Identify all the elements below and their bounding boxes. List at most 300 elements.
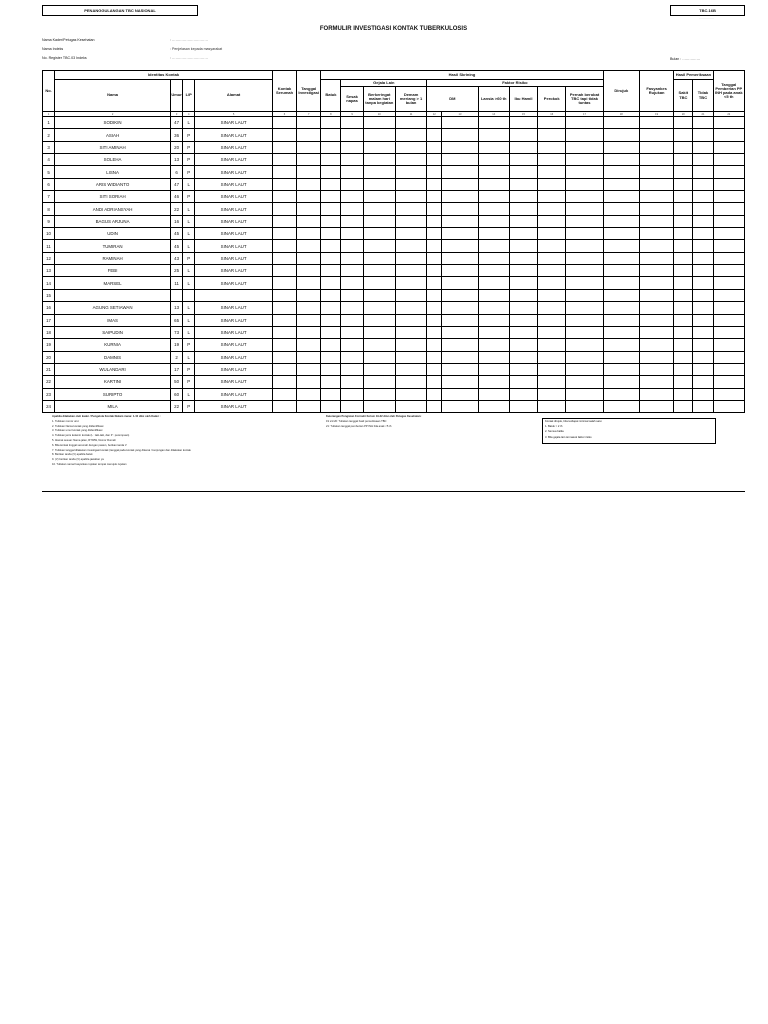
empty-cell[interactable] xyxy=(566,388,603,400)
empty-cell[interactable] xyxy=(713,265,744,277)
empty-cell[interactable] xyxy=(442,376,478,388)
empty-cell[interactable] xyxy=(478,265,509,277)
empty-cell[interactable] xyxy=(603,203,639,215)
empty-cell[interactable] xyxy=(538,351,566,363)
empty-cell[interactable] xyxy=(321,302,341,314)
empty-cell[interactable] xyxy=(272,129,296,141)
empty-cell[interactable] xyxy=(713,289,744,301)
empty-cell[interactable] xyxy=(442,215,478,227)
empty-cell[interactable] xyxy=(272,215,296,227)
empty-cell[interactable] xyxy=(509,388,537,400)
empty-cell[interactable] xyxy=(341,228,363,240)
empty-cell[interactable] xyxy=(693,154,713,166)
empty-cell[interactable] xyxy=(713,326,744,338)
empty-cell[interactable] xyxy=(272,228,296,240)
empty-cell[interactable] xyxy=(538,376,566,388)
empty-cell[interactable] xyxy=(713,117,744,129)
empty-cell[interactable] xyxy=(427,277,442,289)
empty-cell[interactable] xyxy=(297,326,321,338)
empty-cell[interactable] xyxy=(297,339,321,351)
empty-cell[interactable] xyxy=(603,215,639,227)
empty-cell[interactable] xyxy=(713,363,744,375)
empty-cell[interactable] xyxy=(674,154,693,166)
empty-cell[interactable] xyxy=(478,302,509,314)
empty-cell[interactable] xyxy=(363,154,395,166)
empty-cell[interactable] xyxy=(363,289,395,301)
empty-cell[interactable] xyxy=(509,215,537,227)
empty-cell[interactable] xyxy=(272,400,296,412)
empty-cell[interactable] xyxy=(341,178,363,190)
empty-cell[interactable] xyxy=(363,326,395,338)
empty-cell[interactable] xyxy=(713,252,744,264)
empty-cell[interactable] xyxy=(321,400,341,412)
empty-cell[interactable] xyxy=(674,289,693,301)
empty-cell[interactable] xyxy=(341,376,363,388)
empty-cell[interactable] xyxy=(639,166,673,178)
empty-cell[interactable] xyxy=(713,129,744,141)
empty-cell[interactable] xyxy=(321,215,341,227)
empty-cell[interactable] xyxy=(321,339,341,351)
empty-cell[interactable] xyxy=(509,302,537,314)
empty-cell[interactable] xyxy=(442,228,478,240)
empty-cell[interactable] xyxy=(321,191,341,203)
empty-cell[interactable] xyxy=(538,154,566,166)
empty-cell[interactable] xyxy=(639,277,673,289)
empty-cell[interactable] xyxy=(478,240,509,252)
empty-cell[interactable] xyxy=(674,252,693,264)
empty-cell[interactable] xyxy=(674,351,693,363)
empty-cell[interactable] xyxy=(442,400,478,412)
empty-cell[interactable] xyxy=(321,376,341,388)
empty-cell[interactable] xyxy=(442,277,478,289)
empty-cell[interactable] xyxy=(272,178,296,190)
empty-cell[interactable] xyxy=(427,117,442,129)
empty-cell[interactable] xyxy=(713,191,744,203)
empty-cell[interactable] xyxy=(442,302,478,314)
empty-cell[interactable] xyxy=(272,265,296,277)
empty-cell[interactable] xyxy=(297,228,321,240)
empty-cell[interactable] xyxy=(272,141,296,153)
empty-cell[interactable] xyxy=(363,166,395,178)
empty-cell[interactable] xyxy=(341,166,363,178)
empty-cell[interactable] xyxy=(478,289,509,301)
empty-cell[interactable] xyxy=(674,314,693,326)
empty-cell[interactable] xyxy=(297,252,321,264)
empty-cell[interactable] xyxy=(538,252,566,264)
empty-cell[interactable] xyxy=(297,203,321,215)
empty-cell[interactable] xyxy=(509,141,537,153)
empty-cell[interactable] xyxy=(674,265,693,277)
empty-cell[interactable] xyxy=(321,166,341,178)
empty-cell[interactable] xyxy=(674,302,693,314)
empty-cell[interactable] xyxy=(321,265,341,277)
empty-cell[interactable] xyxy=(693,178,713,190)
empty-cell[interactable] xyxy=(363,129,395,141)
empty-cell[interactable] xyxy=(321,289,341,301)
empty-cell[interactable] xyxy=(693,302,713,314)
empty-cell[interactable] xyxy=(509,154,537,166)
empty-cell[interactable] xyxy=(674,178,693,190)
empty-cell[interactable] xyxy=(427,228,442,240)
empty-cell[interactable] xyxy=(395,400,426,412)
empty-cell[interactable] xyxy=(442,265,478,277)
empty-cell[interactable] xyxy=(713,215,744,227)
empty-cell[interactable] xyxy=(639,339,673,351)
meta-value[interactable]: : ………………………… xyxy=(170,38,208,42)
empty-cell[interactable] xyxy=(566,277,603,289)
empty-cell[interactable] xyxy=(713,203,744,215)
empty-cell[interactable] xyxy=(713,400,744,412)
empty-cell[interactable] xyxy=(639,326,673,338)
empty-cell[interactable] xyxy=(639,302,673,314)
empty-cell[interactable] xyxy=(442,289,478,301)
empty-cell[interactable] xyxy=(341,203,363,215)
empty-cell[interactable] xyxy=(693,351,713,363)
empty-cell[interactable] xyxy=(478,252,509,264)
empty-cell[interactable] xyxy=(693,326,713,338)
empty-cell[interactable] xyxy=(566,191,603,203)
empty-cell[interactable] xyxy=(566,326,603,338)
empty-cell[interactable] xyxy=(566,178,603,190)
empty-cell[interactable] xyxy=(639,351,673,363)
empty-cell[interactable] xyxy=(321,228,341,240)
empty-cell[interactable] xyxy=(603,117,639,129)
empty-cell[interactable] xyxy=(509,191,537,203)
empty-cell[interactable] xyxy=(272,166,296,178)
empty-cell[interactable] xyxy=(395,277,426,289)
empty-cell[interactable] xyxy=(509,326,537,338)
empty-cell[interactable] xyxy=(272,302,296,314)
empty-cell[interactable] xyxy=(395,363,426,375)
empty-cell[interactable] xyxy=(442,351,478,363)
empty-cell[interactable] xyxy=(639,228,673,240)
empty-cell[interactable] xyxy=(566,314,603,326)
empty-cell[interactable] xyxy=(538,265,566,277)
empty-cell[interactable] xyxy=(341,326,363,338)
empty-cell[interactable] xyxy=(639,178,673,190)
empty-cell[interactable] xyxy=(478,154,509,166)
empty-cell[interactable] xyxy=(713,351,744,363)
empty-cell[interactable] xyxy=(297,277,321,289)
empty-cell[interactable] xyxy=(341,240,363,252)
meta-value[interactable]: : Penjelasan kepada masyarakat xyxy=(170,47,223,51)
empty-cell[interactable] xyxy=(603,154,639,166)
empty-cell[interactable] xyxy=(363,388,395,400)
empty-cell[interactable] xyxy=(674,339,693,351)
empty-cell[interactable] xyxy=(674,240,693,252)
empty-cell[interactable] xyxy=(297,314,321,326)
empty-cell[interactable] xyxy=(509,289,537,301)
empty-cell[interactable] xyxy=(478,178,509,190)
empty-cell[interactable] xyxy=(674,166,693,178)
empty-cell[interactable] xyxy=(395,376,426,388)
empty-cell[interactable] xyxy=(395,178,426,190)
empty-cell[interactable] xyxy=(341,339,363,351)
empty-cell[interactable] xyxy=(272,326,296,338)
empty-cell[interactable] xyxy=(272,289,296,301)
empty-cell[interactable] xyxy=(603,388,639,400)
empty-cell[interactable] xyxy=(297,363,321,375)
empty-cell[interactable] xyxy=(693,215,713,227)
empty-cell[interactable] xyxy=(321,351,341,363)
empty-cell[interactable] xyxy=(566,166,603,178)
empty-cell[interactable] xyxy=(341,215,363,227)
empty-cell[interactable] xyxy=(427,376,442,388)
empty-cell[interactable] xyxy=(395,203,426,215)
empty-cell[interactable] xyxy=(538,302,566,314)
empty-cell[interactable] xyxy=(478,326,509,338)
empty-cell[interactable] xyxy=(603,314,639,326)
empty-cell[interactable] xyxy=(566,215,603,227)
empty-cell[interactable] xyxy=(603,240,639,252)
empty-cell[interactable] xyxy=(272,277,296,289)
empty-cell[interactable] xyxy=(272,117,296,129)
empty-cell[interactable] xyxy=(693,400,713,412)
empty-cell[interactable] xyxy=(693,141,713,153)
empty-cell[interactable] xyxy=(538,166,566,178)
empty-cell[interactable] xyxy=(566,252,603,264)
empty-cell[interactable] xyxy=(566,339,603,351)
empty-cell[interactable] xyxy=(321,203,341,215)
empty-cell[interactable] xyxy=(395,326,426,338)
empty-cell[interactable] xyxy=(693,117,713,129)
empty-cell[interactable] xyxy=(363,400,395,412)
empty-cell[interactable] xyxy=(272,154,296,166)
empty-cell[interactable] xyxy=(603,178,639,190)
empty-cell[interactable] xyxy=(297,178,321,190)
empty-cell[interactable] xyxy=(341,117,363,129)
empty-cell[interactable] xyxy=(693,388,713,400)
empty-cell[interactable] xyxy=(321,326,341,338)
empty-cell[interactable] xyxy=(272,191,296,203)
empty-cell[interactable] xyxy=(478,117,509,129)
empty-cell[interactable] xyxy=(442,252,478,264)
empty-cell[interactable] xyxy=(297,388,321,400)
empty-cell[interactable] xyxy=(427,203,442,215)
empty-cell[interactable] xyxy=(478,203,509,215)
empty-cell[interactable] xyxy=(395,129,426,141)
empty-cell[interactable] xyxy=(674,363,693,375)
empty-cell[interactable] xyxy=(321,252,341,264)
empty-cell[interactable] xyxy=(478,166,509,178)
empty-cell[interactable] xyxy=(427,265,442,277)
empty-cell[interactable] xyxy=(321,363,341,375)
empty-cell[interactable] xyxy=(674,326,693,338)
empty-cell[interactable] xyxy=(297,400,321,412)
empty-cell[interactable] xyxy=(603,277,639,289)
empty-cell[interactable] xyxy=(538,363,566,375)
empty-cell[interactable] xyxy=(674,376,693,388)
empty-cell[interactable] xyxy=(478,141,509,153)
empty-cell[interactable] xyxy=(509,252,537,264)
empty-cell[interactable] xyxy=(341,302,363,314)
empty-cell[interactable] xyxy=(297,240,321,252)
empty-cell[interactable] xyxy=(674,228,693,240)
empty-cell[interactable] xyxy=(363,265,395,277)
empty-cell[interactable] xyxy=(427,363,442,375)
empty-cell[interactable] xyxy=(639,117,673,129)
empty-cell[interactable] xyxy=(566,400,603,412)
empty-cell[interactable] xyxy=(603,252,639,264)
empty-cell[interactable] xyxy=(427,141,442,153)
empty-cell[interactable] xyxy=(478,215,509,227)
empty-cell[interactable] xyxy=(442,240,478,252)
empty-cell[interactable] xyxy=(693,277,713,289)
empty-cell[interactable] xyxy=(442,363,478,375)
empty-cell[interactable] xyxy=(509,314,537,326)
empty-cell[interactable] xyxy=(713,228,744,240)
empty-cell[interactable] xyxy=(427,326,442,338)
empty-cell[interactable] xyxy=(538,400,566,412)
empty-cell[interactable] xyxy=(693,203,713,215)
empty-cell[interactable] xyxy=(478,129,509,141)
empty-cell[interactable] xyxy=(538,277,566,289)
empty-cell[interactable] xyxy=(395,228,426,240)
empty-cell[interactable] xyxy=(693,314,713,326)
empty-cell[interactable] xyxy=(639,388,673,400)
empty-cell[interactable] xyxy=(713,277,744,289)
empty-cell[interactable] xyxy=(566,302,603,314)
empty-cell[interactable] xyxy=(566,240,603,252)
empty-cell[interactable] xyxy=(363,215,395,227)
empty-cell[interactable] xyxy=(713,154,744,166)
empty-cell[interactable] xyxy=(603,289,639,301)
empty-cell[interactable] xyxy=(427,252,442,264)
empty-cell[interactable] xyxy=(363,376,395,388)
empty-cell[interactable] xyxy=(509,240,537,252)
empty-cell[interactable] xyxy=(478,400,509,412)
empty-cell[interactable] xyxy=(693,166,713,178)
empty-cell[interactable] xyxy=(538,215,566,227)
empty-cell[interactable] xyxy=(341,129,363,141)
empty-cell[interactable] xyxy=(297,265,321,277)
empty-cell[interactable] xyxy=(603,141,639,153)
empty-cell[interactable] xyxy=(297,289,321,301)
empty-cell[interactable] xyxy=(693,252,713,264)
empty-cell[interactable] xyxy=(713,141,744,153)
empty-cell[interactable] xyxy=(427,154,442,166)
empty-cell[interactable] xyxy=(363,117,395,129)
empty-cell[interactable] xyxy=(713,388,744,400)
empty-cell[interactable] xyxy=(674,129,693,141)
empty-cell[interactable] xyxy=(297,215,321,227)
empty-cell[interactable] xyxy=(509,400,537,412)
empty-cell[interactable] xyxy=(639,141,673,153)
empty-cell[interactable] xyxy=(566,117,603,129)
empty-cell[interactable] xyxy=(509,166,537,178)
empty-cell[interactable] xyxy=(321,277,341,289)
empty-cell[interactable] xyxy=(674,215,693,227)
empty-cell[interactable] xyxy=(395,388,426,400)
empty-cell[interactable] xyxy=(363,191,395,203)
empty-cell[interactable] xyxy=(442,129,478,141)
empty-cell[interactable] xyxy=(442,191,478,203)
empty-cell[interactable] xyxy=(272,388,296,400)
empty-cell[interactable] xyxy=(363,141,395,153)
empty-cell[interactable] xyxy=(363,178,395,190)
empty-cell[interactable] xyxy=(321,178,341,190)
empty-cell[interactable] xyxy=(674,141,693,153)
empty-cell[interactable] xyxy=(639,129,673,141)
empty-cell[interactable] xyxy=(713,339,744,351)
empty-cell[interactable] xyxy=(509,265,537,277)
empty-cell[interactable] xyxy=(427,351,442,363)
empty-cell[interactable] xyxy=(341,363,363,375)
empty-cell[interactable] xyxy=(713,302,744,314)
empty-cell[interactable] xyxy=(341,351,363,363)
empty-cell[interactable] xyxy=(603,302,639,314)
empty-cell[interactable] xyxy=(297,302,321,314)
empty-cell[interactable] xyxy=(713,314,744,326)
empty-cell[interactable] xyxy=(272,240,296,252)
empty-cell[interactable] xyxy=(427,388,442,400)
empty-cell[interactable] xyxy=(603,339,639,351)
empty-cell[interactable] xyxy=(566,351,603,363)
empty-cell[interactable] xyxy=(603,326,639,338)
empty-cell[interactable] xyxy=(509,178,537,190)
empty-cell[interactable] xyxy=(341,277,363,289)
empty-cell[interactable] xyxy=(427,302,442,314)
empty-cell[interactable] xyxy=(674,388,693,400)
empty-cell[interactable] xyxy=(639,203,673,215)
empty-cell[interactable] xyxy=(297,191,321,203)
empty-cell[interactable] xyxy=(272,363,296,375)
empty-cell[interactable] xyxy=(341,314,363,326)
empty-cell[interactable] xyxy=(478,388,509,400)
empty-cell[interactable] xyxy=(509,363,537,375)
empty-cell[interactable] xyxy=(272,314,296,326)
empty-cell[interactable] xyxy=(566,228,603,240)
empty-cell[interactable] xyxy=(713,376,744,388)
empty-cell[interactable] xyxy=(321,154,341,166)
empty-cell[interactable] xyxy=(713,240,744,252)
empty-cell[interactable] xyxy=(395,302,426,314)
empty-cell[interactable] xyxy=(427,166,442,178)
empty-cell[interactable] xyxy=(478,351,509,363)
empty-cell[interactable] xyxy=(395,289,426,301)
empty-cell[interactable] xyxy=(297,351,321,363)
empty-cell[interactable] xyxy=(297,117,321,129)
empty-cell[interactable] xyxy=(603,363,639,375)
empty-cell[interactable] xyxy=(363,228,395,240)
empty-cell[interactable] xyxy=(603,191,639,203)
empty-cell[interactable] xyxy=(427,215,442,227)
empty-cell[interactable] xyxy=(297,129,321,141)
empty-cell[interactable] xyxy=(427,240,442,252)
empty-cell[interactable] xyxy=(509,129,537,141)
empty-cell[interactable] xyxy=(442,388,478,400)
empty-cell[interactable] xyxy=(297,376,321,388)
empty-cell[interactable] xyxy=(363,363,395,375)
bulan-value[interactable]: : …………… xyxy=(680,57,701,61)
empty-cell[interactable] xyxy=(272,376,296,388)
empty-cell[interactable] xyxy=(363,351,395,363)
empty-cell[interactable] xyxy=(603,351,639,363)
empty-cell[interactable] xyxy=(341,252,363,264)
empty-cell[interactable] xyxy=(603,400,639,412)
empty-cell[interactable] xyxy=(674,400,693,412)
empty-cell[interactable] xyxy=(693,339,713,351)
empty-cell[interactable] xyxy=(442,339,478,351)
empty-cell[interactable] xyxy=(363,302,395,314)
empty-cell[interactable] xyxy=(478,363,509,375)
empty-cell[interactable] xyxy=(321,314,341,326)
empty-cell[interactable] xyxy=(509,117,537,129)
empty-cell[interactable] xyxy=(639,400,673,412)
empty-cell[interactable] xyxy=(321,117,341,129)
empty-cell[interactable] xyxy=(509,339,537,351)
empty-cell[interactable] xyxy=(442,326,478,338)
